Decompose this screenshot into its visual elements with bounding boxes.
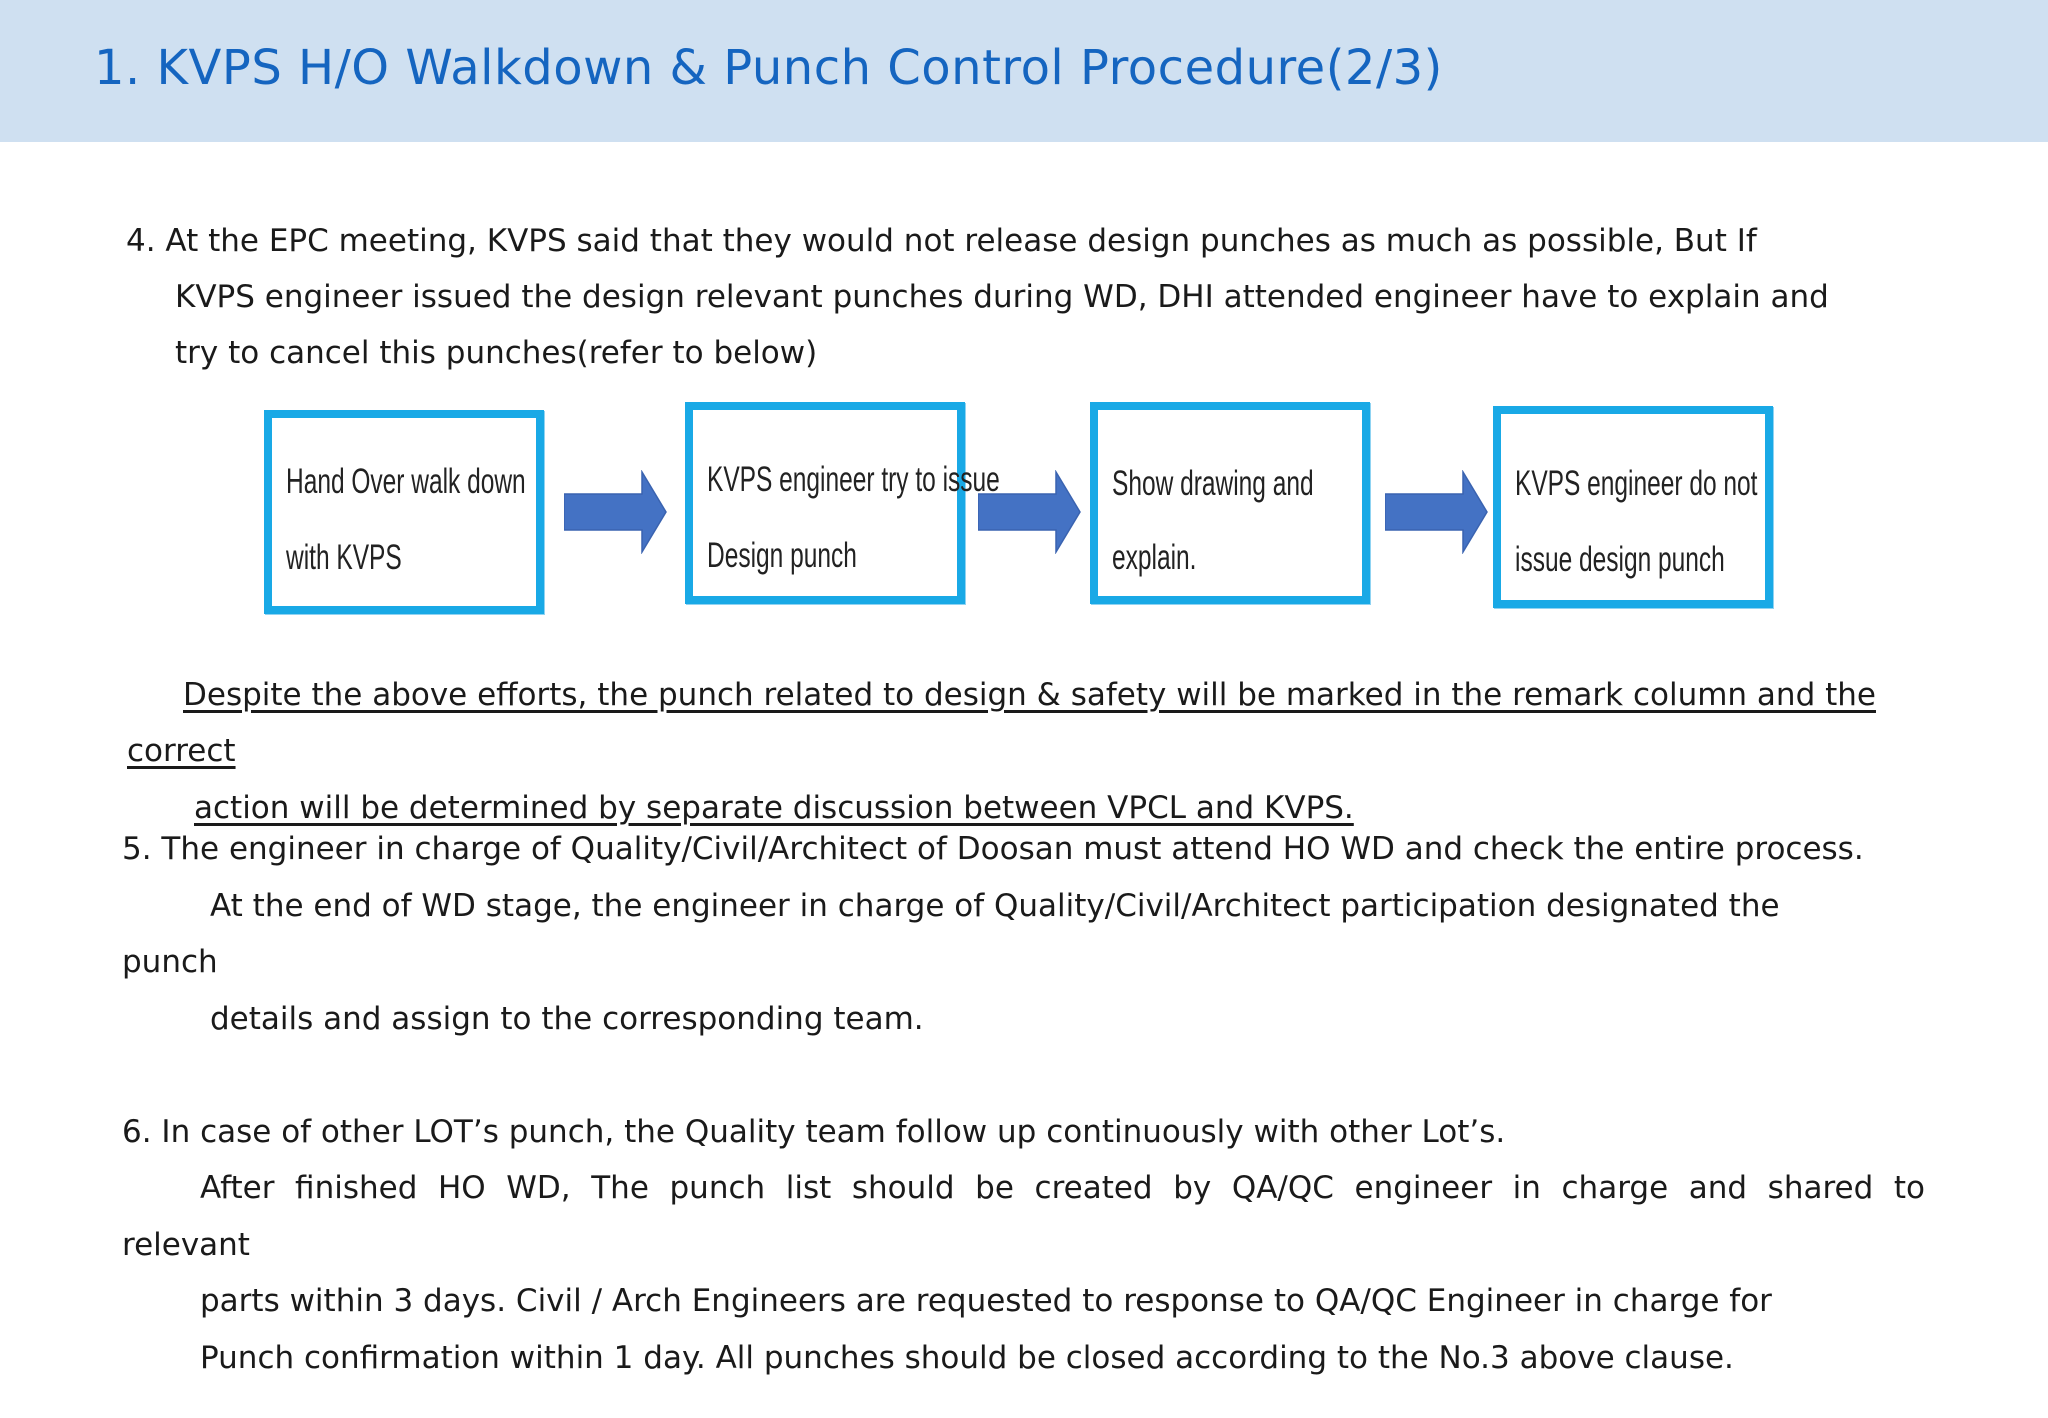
flow-step-2-line2: Design punch	[707, 536, 857, 575]
remark-line3: action will be determined by separate discussion between VPCL and KVPS.	[194, 790, 1354, 826]
item5-line1: 5. The engineer in charge of Quality/Civil/Architect of Doosan must attend HO WD and check the entire process.	[122, 831, 1864, 867]
header-bar	[0, 0, 2048, 142]
item4-line2: KVPS engineer issued the design relevant punches during WD, DHI attended engineer have to explain and	[175, 279, 1829, 315]
item5-line2: At the end of WD stage, the engineer in charge of Quality/Civil/Architect participation designated the	[210, 888, 1780, 924]
item6-line1: 6. In case of other LOT’s punch, the Quality team follow up continuously with other Lot’s.	[122, 1114, 1506, 1150]
item4-line3: try to cancel this punches(refer to below)	[175, 335, 818, 371]
flow-step-1-line1: Hand Over walk down	[286, 462, 526, 501]
flow-step-4-line1: KVPS engineer do not	[1515, 464, 1758, 503]
flow-step-3-line2: explain.	[1112, 538, 1197, 577]
flow-step-2-line1: KVPS engineer try to issue	[707, 460, 1000, 499]
item6-line3: relevant	[122, 1227, 250, 1263]
flow-step-show-drawing	[1090, 402, 1370, 604]
flow-step-issue-design-punch	[685, 402, 1000, 604]
remark-line1: Despite the above efforts, the punch related to design & safety will be marked in the remark column and the	[183, 677, 1876, 713]
item6-line2: After finished HO WD, The punch list should be created by QA/QC engineer in charge and shared to	[200, 1170, 1925, 1206]
flow-step-4-line2: issue design punch	[1515, 540, 1725, 579]
item6-line5: Punch confirmation within 1 day. All punches should be closed according to the No.3 above clause.	[200, 1340, 1734, 1376]
flow-step-3-line1: Show drawing and	[1112, 464, 1314, 503]
page-title: 1. KVPS H/O Walkdown & Punch Control Procedure(2/3)	[94, 40, 1443, 96]
remark-line2: correct	[127, 733, 236, 769]
item5-line3: punch	[122, 944, 218, 980]
flow-step-handover-walkdown	[264, 410, 544, 614]
item4-line1: 4. At the EPC meeting, KVPS said that they would not release design punches as much as possible, But If	[126, 223, 1757, 259]
flow-step-no-design-punch	[1493, 406, 1773, 608]
item6-line4: parts within 3 days. Civil / Arch Engineers are requested to response to QA/QC Engineer in charge for	[200, 1283, 1772, 1319]
item5-line4: details and assign to the corresponding team.	[210, 1001, 924, 1037]
flow-arrow-1	[564, 470, 668, 554]
flow-arrow-2	[978, 470, 1082, 554]
flow-arrow-3	[1385, 470, 1489, 554]
flow-step-1-line2: with KVPS	[286, 538, 402, 577]
